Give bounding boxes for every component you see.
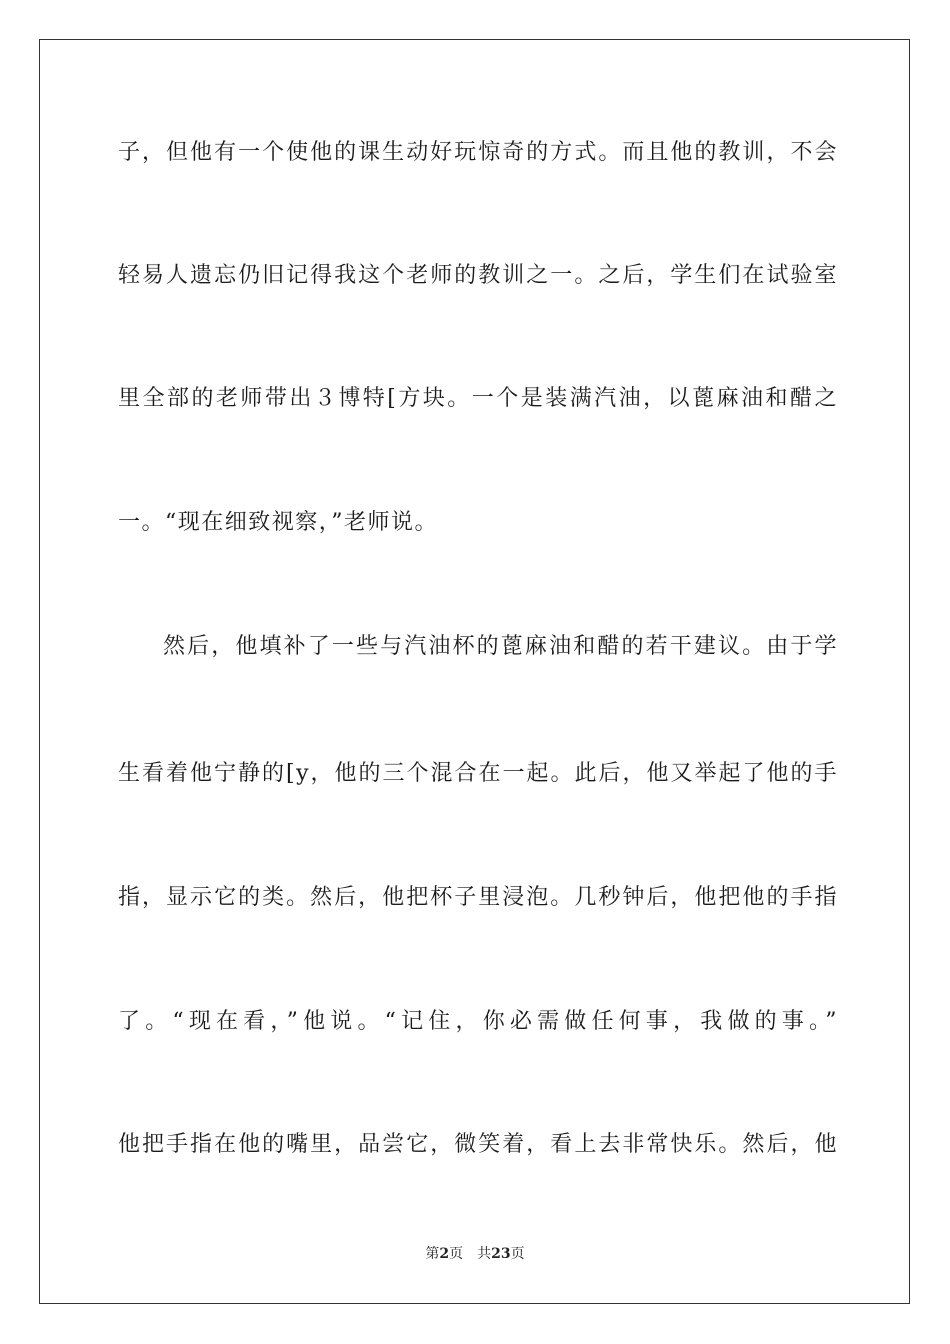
page-footer: [0, 1244, 950, 1264]
total-suffix: 页: [510, 1246, 525, 1262]
body-text-line-8: 了。“现在看，”他说。“记住，你必需做任何事，我做的事。”: [118, 1009, 838, 1034]
page-number: 2: [439, 1246, 450, 1262]
total-pages: 23: [491, 1246, 511, 1262]
body-text-line-7: 指，显示它的类。然后，他把杯子里浸泡。几秒钟后，他把他的手指: [118, 885, 838, 910]
body-text-line-9: 他把手指在他的嘴里，品尝它，微笑着，看上去非常快乐。然后，他: [118, 1132, 838, 1157]
body-text-line-3: 里全部的老师带出３博特[方块。一个是装满汽油，以蓖麻油和醋之: [118, 386, 838, 411]
body-text-line-6: 生看着他宁静的[y，他的三个混合在一起。此后，他又举起了他的手: [118, 761, 838, 786]
body-text-line-4: 一。“现在细致视察，”老师说。: [118, 510, 438, 535]
total-prefix: 共: [477, 1246, 492, 1262]
body-text-line-2: 轻易人遗忘仍旧记得我这个老师的教训之一。之后，学生们在试验室: [118, 263, 838, 288]
body-text-line-1: 子，但他有一个使他的课生动好玩惊奇的方式。而且他的教训，不会: [118, 140, 838, 165]
page-border: [39, 39, 910, 1304]
page-suffix: 页: [449, 1246, 464, 1262]
page-prefix: 第: [425, 1246, 440, 1262]
body-text-line-5: 然后，他填补了一些与汽油杯的蓖麻油和醋的若干建议。由于学: [163, 634, 838, 659]
